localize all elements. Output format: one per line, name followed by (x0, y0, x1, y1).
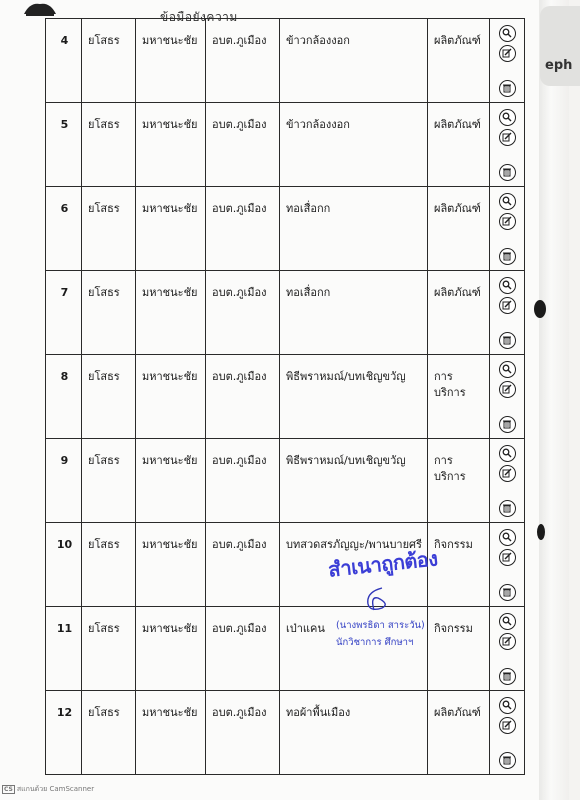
province-cell: ยโสธร (82, 607, 136, 691)
spacer (490, 233, 524, 248)
row-actions (490, 607, 525, 691)
row-number: 9 (46, 439, 82, 523)
view-icon[interactable] (499, 109, 516, 126)
binder-hole (534, 300, 546, 318)
item-name-cell: พิธีพราหมณ์/บทเชิญขวัญ (280, 355, 428, 439)
header-partial-text: ข้อมือยังความ (160, 10, 238, 24)
district-cell: มหาชนะชัย (136, 607, 206, 691)
item-type-cell: การ บริการ (428, 439, 490, 523)
item-name-cell: ข้าวกล้องงอก (280, 19, 428, 103)
edit-icon[interactable] (499, 465, 516, 482)
row-number: 6 (46, 187, 82, 271)
organization-cell: อบต.ภูเมือง (206, 355, 280, 439)
organization-cell: อบต.ภูเมือง (206, 187, 280, 271)
spacer (490, 65, 524, 80)
row-actions (490, 355, 525, 439)
view-icon[interactable] (499, 445, 516, 462)
view-icon[interactable] (499, 193, 516, 210)
delete-icon[interactable] (499, 164, 516, 181)
edit-icon[interactable] (499, 45, 516, 62)
delete-icon[interactable] (499, 752, 516, 769)
spacer (490, 737, 524, 752)
delete-icon[interactable] (499, 668, 516, 685)
table-row (46, 439, 525, 523)
organization-cell: อบต.ภูเมือง (206, 439, 280, 523)
table-row (46, 19, 525, 103)
binder-hole (537, 524, 545, 540)
province-cell: ยโสธร (82, 439, 136, 523)
item-type-cell: ผลิตภัณฑ์ (428, 187, 490, 271)
scanner-badge: CS (4, 786, 13, 793)
table-row (46, 691, 525, 775)
item-type-cell: ผลิตภัณฑ์ (428, 271, 490, 355)
spacer (490, 653, 524, 668)
edit-icon[interactable] (499, 213, 516, 230)
table-row (46, 607, 525, 691)
province-cell: ยโสธร (82, 523, 136, 607)
table-row (46, 103, 525, 187)
view-icon[interactable] (499, 529, 516, 546)
district-cell: มหาชนะชัย (136, 355, 206, 439)
view-icon[interactable] (499, 277, 516, 294)
district-cell: มหาชนะชัย (136, 187, 206, 271)
registry-table (45, 18, 525, 775)
row-number: 5 (46, 103, 82, 187)
province-cell: ยโสธร (82, 187, 136, 271)
district-cell: มหาชนะชัย (136, 691, 206, 775)
row-actions (490, 103, 525, 187)
signer-name: (นางพรธิดา สาระวัน) (336, 620, 425, 631)
district-cell: มหาชนะชัย (136, 439, 206, 523)
delete-icon[interactable] (499, 80, 516, 97)
row-actions (490, 439, 525, 523)
item-type-cell: ผลิตภัณฑ์ (428, 103, 490, 187)
scanner-text: สแกนด้วย CamScanner (16, 785, 95, 793)
item-type-cell: ผลิตภัณฑ์ (428, 19, 490, 103)
item-name-cell: ทอเสื่อกก (280, 271, 428, 355)
edit-icon[interactable] (499, 633, 516, 650)
item-name-cell: ทอเสื่อกก (280, 187, 428, 271)
spacer (490, 401, 524, 416)
row-actions (490, 187, 525, 271)
delete-icon[interactable] (499, 248, 516, 265)
spacer (490, 569, 524, 584)
table-row (46, 355, 525, 439)
item-type-cell: ผลิตภัณฑ์ (428, 691, 490, 775)
row-number: 4 (46, 19, 82, 103)
organization-cell: อบต.ภูเมือง (206, 691, 280, 775)
delete-icon[interactable] (499, 416, 516, 433)
item-name-cell: ข้าวกล้องงอก (280, 103, 428, 187)
edit-icon[interactable] (499, 717, 516, 734)
signature-mark (360, 584, 400, 614)
province-cell: ยโสธร (82, 691, 136, 775)
row-actions (490, 523, 525, 607)
province-cell: ยโสธร (82, 355, 136, 439)
row-number: 10 (46, 523, 82, 607)
signer-title: นักวิชาการ ศึกษาฯ (336, 637, 414, 648)
spacer (490, 317, 524, 332)
table-row (46, 187, 525, 271)
item-type-cell: กิจกรรม (428, 607, 490, 691)
view-icon[interactable] (499, 361, 516, 378)
province-cell: ยโสธร (82, 19, 136, 103)
view-icon[interactable] (499, 697, 516, 714)
edit-icon[interactable] (499, 297, 516, 314)
view-icon[interactable] (499, 25, 516, 42)
edit-icon[interactable] (499, 549, 516, 566)
row-number: 11 (46, 607, 82, 691)
district-cell: มหาชนะชัย (136, 523, 206, 607)
emblem-logo-icon (22, 0, 58, 18)
organization-cell: อบต.ภูเมือง (206, 607, 280, 691)
item-name-cell: เป่าแคน (280, 607, 428, 691)
item-type-cell: การ บริการ (428, 355, 490, 439)
adjacent-page-edge (539, 0, 569, 800)
side-tab (540, 6, 580, 86)
row-number: 12 (46, 691, 82, 775)
organization-cell: อบต.ภูเมือง (206, 103, 280, 187)
province-cell: ยโสธร (82, 271, 136, 355)
view-icon[interactable] (499, 613, 516, 630)
table-row (46, 271, 525, 355)
delete-icon[interactable] (499, 584, 516, 601)
item-name-cell: พิธีพราหมณ์/บทเชิญขวัญ (280, 439, 428, 523)
row-actions (490, 271, 525, 355)
district-cell: มหาชนะชัย (136, 19, 206, 103)
table-row (46, 523, 525, 607)
district-cell: มหาชนะชัย (136, 103, 206, 187)
organization-cell: อบต.ภูเมือง (206, 523, 280, 607)
province-cell: ยโสธร (82, 103, 136, 187)
organization-cell: อบต.ภูเมือง (206, 19, 280, 103)
edit-icon[interactable] (499, 381, 516, 398)
organization-cell: อบต.ภูเมือง (206, 271, 280, 355)
edit-icon[interactable] (499, 129, 516, 146)
row-number: 7 (46, 271, 82, 355)
item-name-cell: ทอผ้าพื้นเมือง (280, 691, 428, 775)
certified-copy-stamp: สำเนาถูกต้อง (327, 546, 439, 582)
item-type-cell: กิจกรรม (428, 523, 490, 607)
scanner-footer (2, 784, 94, 795)
delete-icon[interactable] (499, 500, 516, 517)
item-name-cell: บทสวดสรภัญญะ/พานบายศรี (280, 523, 428, 607)
row-actions (490, 19, 525, 103)
row-number: 8 (46, 355, 82, 439)
district-cell: มหาชนะชัย (136, 271, 206, 355)
side-tab-text: eph (545, 58, 573, 73)
row-actions (490, 691, 525, 775)
spacer (490, 149, 524, 164)
spacer (490, 485, 524, 500)
delete-icon[interactable] (499, 332, 516, 349)
